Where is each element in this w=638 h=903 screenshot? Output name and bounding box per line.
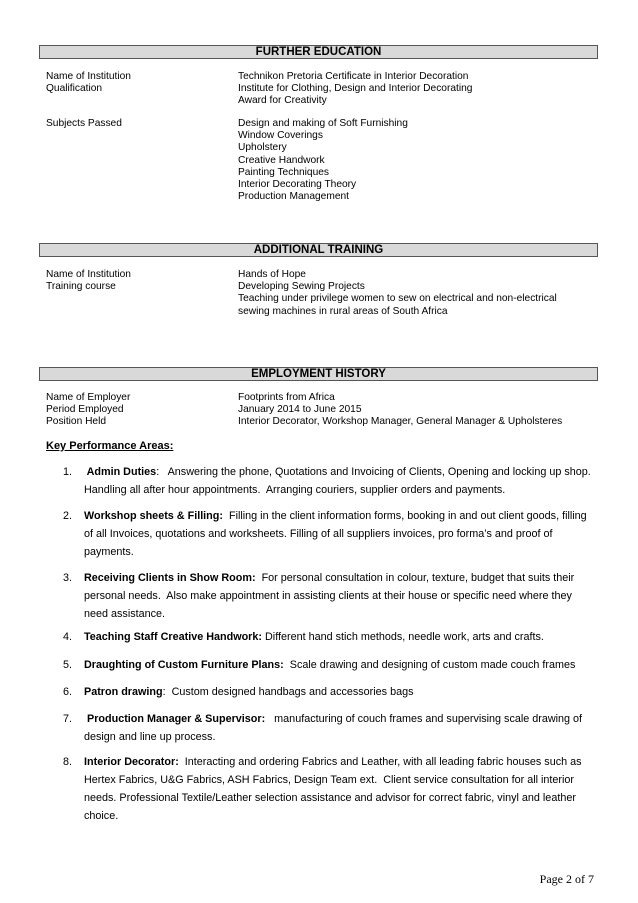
list-item-text: Hertex Fabrics, U&G Fabrics, ASH Fabrics, Design Team ext. Client service consultation for all interior — [84, 774, 575, 786]
list-item — [63, 710, 593, 746]
employer-value: Footprints from Africa — [238, 392, 335, 403]
list-item-text: Custom designed handbags and accessories bags — [165, 686, 414, 698]
list-item-separator: : — [162, 686, 166, 698]
list-item — [63, 753, 593, 825]
list-number: 7. — [63, 713, 73, 725]
training-institution-value: Hands of Hope — [238, 269, 306, 280]
list-number: 6. — [63, 686, 73, 698]
page-number: Page 2 of 7 — [539, 872, 594, 886]
list-item-text: payments. — [84, 546, 134, 558]
list-item-text: manufacturing of couch frames and supervising scale drawing of — [265, 713, 583, 725]
subject-item: Interior Decorating Theory — [238, 179, 357, 191]
list-item-text: choice. — [84, 810, 119, 822]
training-description-line: sewing machines in rural areas of South Africa — [238, 305, 448, 317]
list-number: 5. — [63, 659, 73, 671]
employment-values — [238, 392, 562, 429]
list-item-text: Different hand stich methods, needle work, arts and crafts. — [262, 631, 544, 643]
period-value: January 2014 to June 2015 — [238, 404, 362, 416]
list-item — [63, 683, 593, 701]
list-item-heading: Production Manager & Supervisor: — [84, 713, 266, 725]
list-item-text: Interacting and ordering Fabrics and Leather, with all leading fabric houses such as — [178, 756, 582, 768]
institution-value: Technikon Pretoria Certificate in Interior Decoration — [238, 71, 469, 82]
list-item-text: need assistance. — [84, 608, 166, 620]
qualification-label: Qualification — [46, 83, 103, 95]
list-item-text: For personal consultation in colour, texture, budget that suits their — [255, 572, 575, 584]
list-item-heading: Workshop sheets & Filling: — [84, 510, 223, 522]
list-item-heading: Draughting of Custom Furniture Plans: — [84, 659, 284, 671]
employment-labels — [46, 392, 130, 429]
list-item-text: Answering the phone, Quotations and Invoicing of Clients, Opening and locking up shop. — [159, 466, 591, 478]
list-number: 3. — [63, 572, 73, 584]
training-description-line: Teaching under privilege women to sew on electrical and non-electrical — [238, 293, 557, 305]
subjects-passed-label: Subjects Passed — [46, 118, 122, 129]
list-item — [63, 463, 593, 499]
training-course-value: Developing Sewing Projects — [238, 281, 365, 293]
subject-item: Window Coverings — [238, 130, 323, 142]
qualification-value: Institute for Clothing, Design and Interior Decorating — [238, 83, 473, 95]
list-item-text: Filling in the client information forms, booking in and out client goods, filling — [222, 510, 587, 522]
further-education-values — [238, 71, 472, 108]
position-label: Position Held — [46, 416, 107, 428]
training-institution-label: Name of Institution — [46, 269, 131, 280]
list-item-heading: Interior Decorator: — [84, 756, 179, 768]
position-value: Interior Decorator, Workshop Manager, General Manager & Upholsteres — [238, 416, 563, 428]
list-item — [63, 569, 593, 623]
list-item-text: design and line up process. — [84, 731, 216, 743]
list-item-text: Handling all after hour appointments. Arranging couriers, supplier orders and payments. — [84, 484, 506, 496]
list-item-heading: Receiving Clients in Show Room: — [84, 572, 256, 584]
list-item — [63, 507, 593, 561]
subject-item: Design and making of Soft Furnishing — [238, 118, 408, 129]
list-number: 8. — [63, 756, 73, 768]
subject-item: Creative Handwork — [238, 154, 325, 166]
list-number: 1. — [63, 466, 73, 478]
list-item-text: of all Invoices, quotations and worksheets. Filling of all suppliers invoices, pro forma’s and proof of — [84, 528, 553, 540]
name-of-institution-label: Name of Institution — [46, 71, 131, 82]
award-value: Award for Creativity — [238, 95, 327, 107]
further-education-header: FURTHER EDUCATION — [39, 45, 598, 59]
additional-training-values — [238, 269, 557, 318]
additional-training-labels — [46, 269, 131, 293]
subject-item: Production Management — [238, 191, 349, 203]
list-item-text: needs. Professional Textile/Leather selection assistance and advisor for correct fabric, vinyl and leather — [84, 792, 576, 804]
further-education-labels — [46, 71, 131, 95]
period-label: Period Employed — [46, 404, 124, 416]
list-number: 4. — [63, 631, 73, 643]
subject-item: Painting Techniques — [238, 166, 329, 178]
training-course-label: Training course — [46, 281, 116, 293]
subjects-list — [238, 118, 408, 203]
list-item-heading: Admin Duties — [84, 466, 157, 478]
employer-label: Name of Employer — [46, 392, 131, 403]
key-performance-areas-title: Key Performance Areas: — [46, 440, 174, 452]
list-item-separator: : — [156, 466, 160, 478]
subject-item: Upholstery — [238, 142, 287, 154]
list-item — [63, 628, 593, 646]
list-item-heading: Teaching Staff Creative Handwork: — [84, 631, 262, 643]
list-number: 2. — [63, 510, 73, 522]
list-item-text: Scale drawing and designing of custom made couch frames — [283, 659, 576, 671]
list-item-heading: Patron drawing — [84, 686, 163, 698]
list-item — [63, 656, 593, 674]
additional-training-header: ADDITIONAL TRAINING — [39, 243, 598, 257]
employment-history-header: EMPLOYMENT HISTORY — [39, 367, 598, 381]
list-item-text: personal needs. Also make appointment in assisting clients at their house or specific need where they — [84, 590, 572, 602]
